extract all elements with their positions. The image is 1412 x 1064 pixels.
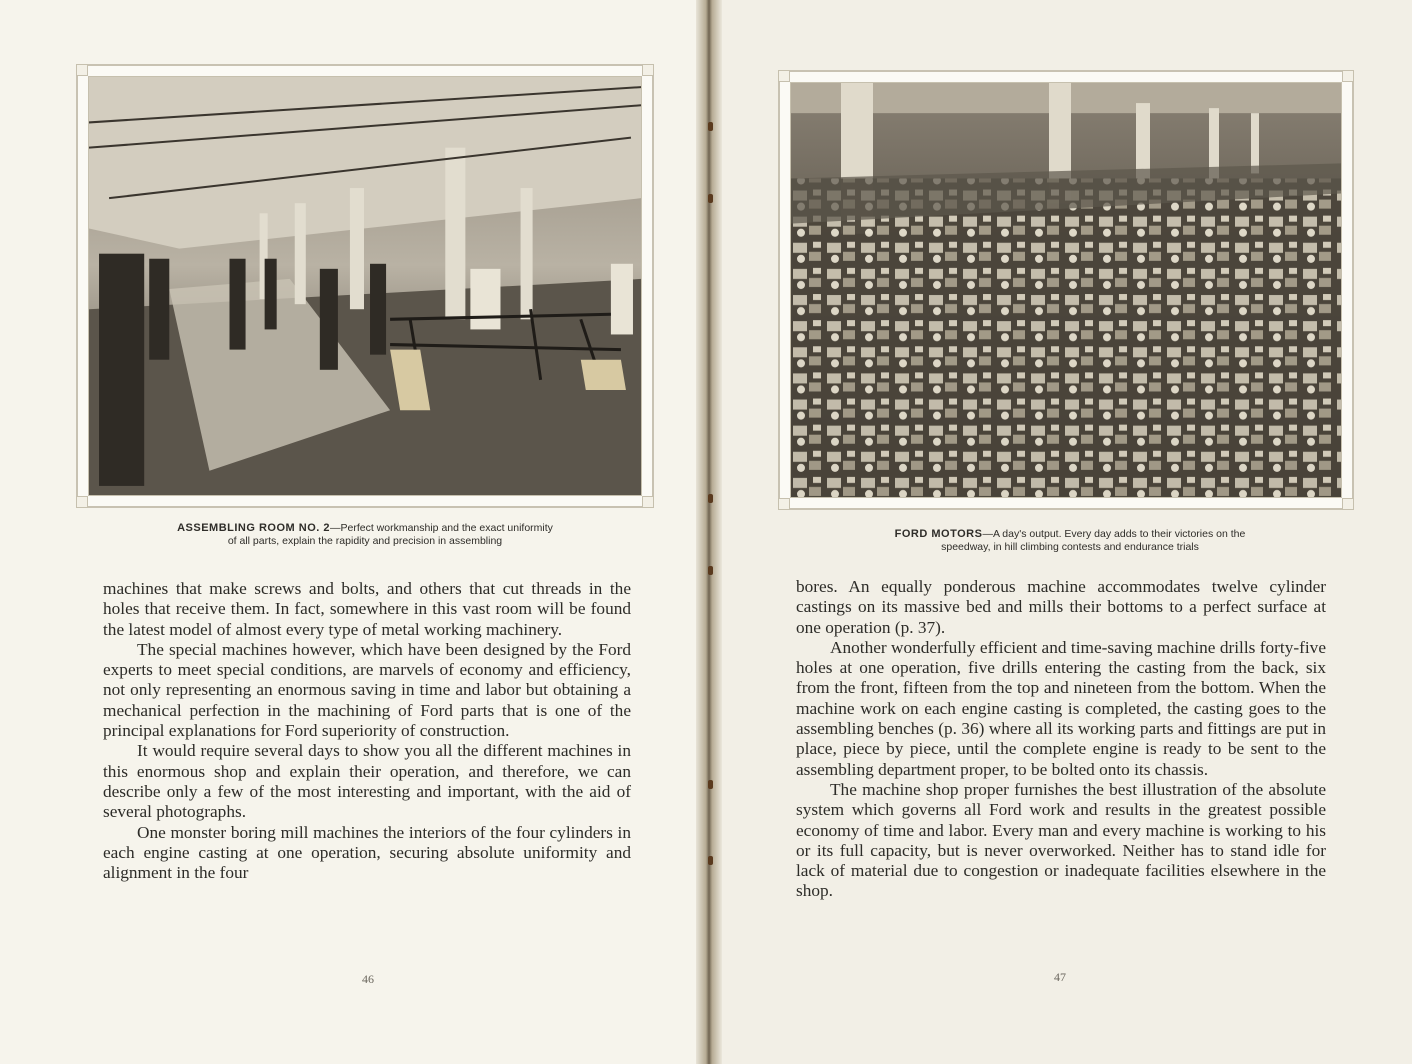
caption-title: FORD MOTORS [894,528,983,540]
page-number: 47 [1054,970,1066,984]
left-body-text [103,579,631,883]
caption-text: —Perfect workmanship and the exact uniformity [329,522,553,534]
paragraph: machines that make screws and bolts, and others that cut threads in the holes that receive them. In fact, somewhere in this vast room will be found the latest model of almost every type of metal working machinery. [103,579,631,639]
caption-text: speedway, in hill climbing contests and endurance trials [941,541,1199,553]
caption-title: ASSEMBLING ROOM NO. 2 [177,522,330,534]
caption-text: of all parts, explain the rapidity and precision in assembling [227,535,503,547]
right-body-text [796,577,1326,902]
caption-text: —A day's output. Every day adds to their victories on the [982,528,1246,540]
paragraph: The machine shop proper furnishes the best illustration of the absolute system which governs all Ford work and results in the greatest possible economy of time and labor. Every man and every machine is working to his or its full capacity, but is never overworked. Neither has to stand idle for lack of material due to congestion or inadequate facilities elsewhere in the shop. [796,779,1326,901]
assembling-room-photo-frame [76,64,654,508]
ford-motors-photo-frame [778,70,1354,510]
ford-motors-caption [800,528,1340,554]
ford-motors-photo [791,83,1341,497]
paragraph: bores. An equally ponderous machine accommodates twelve cylinder castings on its massive bed and mills their bottoms to a perfect surface at one operation (p. 37). [796,577,1326,637]
assembling-room-photo [89,77,641,495]
assembling-room-caption [90,522,640,548]
page-number: 46 [362,972,374,986]
paragraph: One monster boring mill machines the interiors of the four cylinders in each engine casting at one operation, securing absolute uniformity and alignment in the four [103,822,631,883]
right-page [706,0,1412,1064]
paragraph: Another wonderfully efficient and time-saving machine drills forty-five holes at one operation, five drills entering the casting from the back, six from the front, fifteen from the top and nineteen from the bottom. When the machine work on each engine casting is completed, the casting goes to the assembling benches (p. 36) where all its working parts and fittings are put in place, piece by piece, until the complete engine is ready to be sent to the assembling department proper, to be bolted onto its chassis. [796,637,1326,779]
paragraph: It would require several days to show you all the different machines in this enormous shop and explain their operation, and therefore, we can describe only a few of the most interesting and important, with the aid of several photographs. [103,741,631,822]
paragraph: The special machines however, which have been designed by the Ford experts to meet special conditions, are marvels of economy and efficiency, not only representing an enormous saving in time and labor but obtaining a mechanical perfection in the machining of Ford parts that is one of the principal explanations for Ford superiority of construction. [103,639,631,741]
